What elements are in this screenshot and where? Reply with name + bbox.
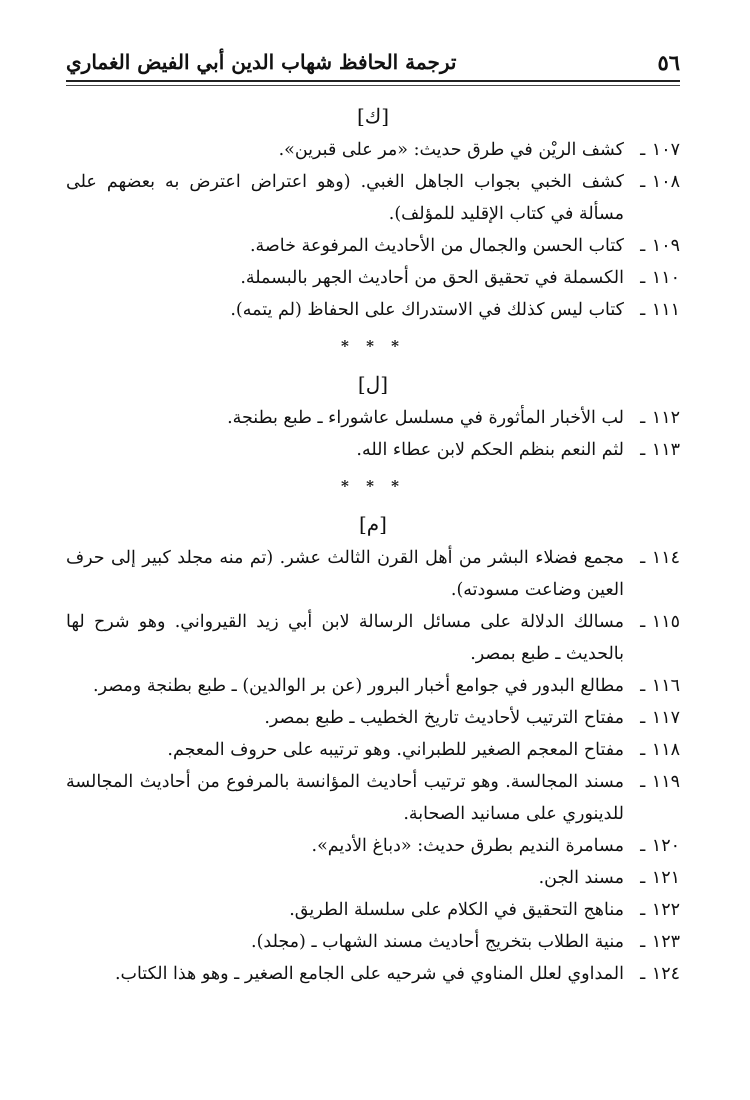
entry-text: كشف الخبي بجواب الجاهل الغبي. (وهو اعتراض اعترض به بعضهم على مسألة في كتاب الإقليد للمؤلف). — [66, 172, 624, 224]
list-item — [66, 958, 680, 990]
entry-text: منية الطلاب بتخريج أحاديث مسند الشهاب ـ (مجلد). — [251, 932, 624, 952]
entry-number: ١٠٩ ـ — [640, 236, 680, 256]
list-item — [66, 434, 680, 466]
running-title: ترجمة الحافظ شهاب الدين أبي الفيض الغماري — [66, 50, 457, 74]
entry-text: مسند المجالسة. وهو ترتيب أحاديث المؤانسة بالمرفوع من أحاديث المجالسة للدينوري على مسانيد الصحابة. — [66, 772, 624, 824]
entry-text: المداوي لعلل المناوي في شرحيه على الجامع الصغير ـ وهو هذا الكتاب. — [114, 964, 624, 984]
entry-text: مسالك الدلالة على مسائل الرسالة لابن أبي زيد القيرواني. وهو شرح لها بالحديث ـ طبع بمصر. — [66, 612, 624, 664]
entry-number: ١٢٣ ـ — [640, 932, 680, 952]
entry-number: ١٢٢ ـ — [640, 900, 680, 920]
page-number: ٥٦ — [657, 50, 680, 75]
list-item — [66, 542, 680, 606]
entry-text: مجمع فضلاء البشر من أهل القرن الثالث عشر. (تم منه مجلد كبير إلى حرف العين وضاعت مسودته). — [66, 548, 624, 600]
entry-text: مطالع البدور في جوامع أخبار البرور (عن بر الوالدين) ـ طبع بطنجة ومصر. — [93, 676, 624, 696]
list-item — [66, 134, 680, 166]
list-item — [66, 766, 680, 830]
entry-number: ١٢٠ ـ — [640, 836, 680, 856]
entry-number: ١١١ ـ — [640, 300, 680, 320]
entry-number: ١٢١ ـ — [640, 868, 680, 888]
entry-number: ١١٦ ـ — [640, 676, 680, 696]
header-rule-thick — [66, 80, 680, 82]
entry-number: ١٠٨ ـ — [640, 172, 680, 192]
entry-text: لثم النعم بنظم الحكم لابن عطاء الله. — [356, 440, 624, 460]
entry-text: مسند الجن. — [538, 868, 624, 888]
entry-text: مناهج التحقيق في الكلام على سلسلة الطريق. — [289, 900, 624, 920]
list-item — [66, 734, 680, 766]
list-item — [66, 606, 680, 670]
entry-text: لب الأخبار المأثورة في مسلسل عاشوراء ـ طبع بطنجة. — [227, 408, 624, 428]
entry-text: كشف الريْن في طرق حديث: «مر على قبرين». — [278, 140, 624, 160]
entry-text: كتاب الحسن والجمال من الأحاديث المرفوعة خاصة. — [249, 236, 624, 256]
section-heading-mim: [م] — [359, 512, 387, 536]
section-separator: * * * — [341, 477, 405, 495]
entry-text: مفتاح الترتيب لأحاديث تاريخ الخطيب ـ طبع بمصر. — [264, 708, 624, 728]
entry-number: ١١٧ ـ — [640, 708, 680, 728]
entry-number: ١٠٧ ـ — [640, 140, 680, 160]
entry-number: ١١٣ ـ — [640, 440, 680, 460]
entry-number: ١١٤ ـ — [640, 548, 680, 568]
list-item — [66, 894, 680, 926]
list-item — [66, 702, 680, 734]
list-item — [66, 830, 680, 862]
entry-text: كتاب ليس كذلك في الاستدراك على الحفاظ (لم يتمه). — [230, 300, 624, 320]
list-item — [66, 294, 680, 326]
page-header — [66, 48, 680, 78]
entry-text: مفتاح المعجم الصغير للطبراني. وهو ترتيبه على حروف المعجم. — [167, 740, 624, 760]
list-item — [66, 230, 680, 262]
header-rule-thin — [66, 85, 680, 86]
entry-number: ١١٨ ـ — [640, 740, 680, 760]
list-item — [66, 670, 680, 702]
entry-text: مسامرة النديم بطرق حديث: «دباغ الأديم». — [311, 836, 624, 856]
section-heading-kaf: [ك] — [356, 104, 390, 128]
entry-number: ١١٥ ـ — [640, 612, 680, 632]
entry-text: الكسملة في تحقيق الحق من أحاديث الجهر بالبسملة. — [240, 268, 624, 288]
entry-number: ١١٠ ـ — [640, 268, 680, 288]
list-item — [66, 926, 680, 958]
list-item — [66, 402, 680, 434]
entry-number: ١١٩ ـ — [640, 772, 680, 792]
section-heading-lam: [ل] — [357, 372, 389, 396]
list-item — [66, 862, 680, 894]
entries-list — [66, 98, 680, 990]
section-separator: * * * — [341, 337, 405, 355]
list-item — [66, 262, 680, 294]
list-item — [66, 166, 680, 230]
entry-number: ١٢٤ ـ — [640, 964, 680, 984]
entry-number: ١١٢ ـ — [640, 408, 680, 428]
